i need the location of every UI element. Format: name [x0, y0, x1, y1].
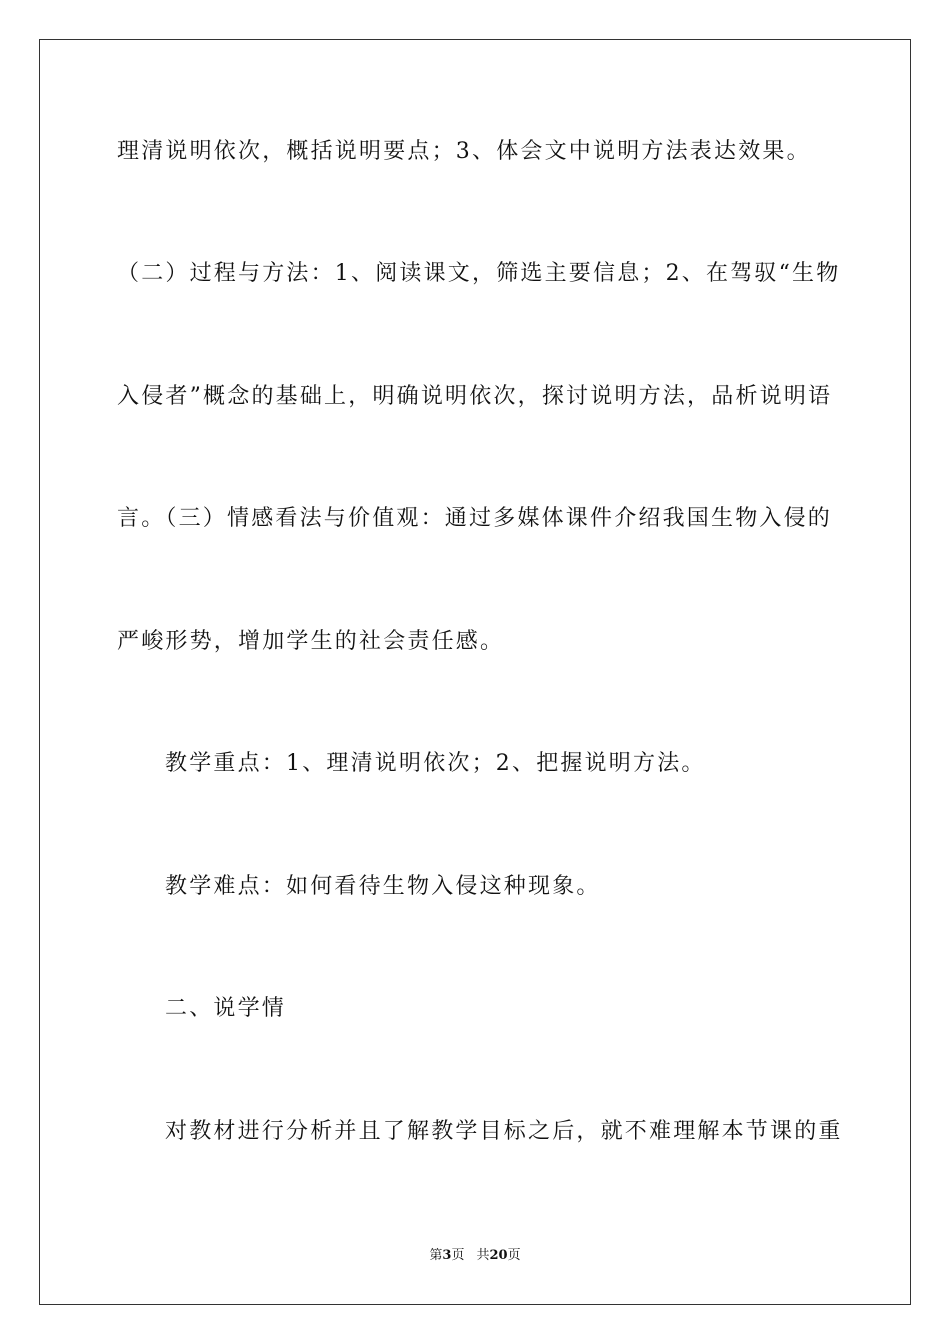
total-suffix: 页 — [507, 1248, 521, 1263]
body-line-1: 理清说明依次，概括说明要点；3、体会文中说明方法表达效果。 — [117, 139, 811, 164]
page-prefix: 第 — [429, 1248, 443, 1263]
body-line-4: 言。（三）情感看法与价值观：通过多媒体课件介绍我国生物入侵的 — [117, 506, 833, 531]
page-footer — [0, 1247, 950, 1265]
section-heading: 二、说学情 — [165, 996, 287, 1021]
teaching-key-points: 教学重点：1、理清说明依次；2、把握说明方法。 — [165, 751, 706, 776]
teaching-difficulty: 教学难点：如何看待生物入侵这种现象。 — [165, 874, 601, 899]
body-line-3: 入侵者”概念的基础上，明确说明依次，探讨说明方法，品析说明语 — [117, 384, 833, 409]
page-number: 3 — [442, 1248, 452, 1263]
total-pages: 20 — [489, 1248, 508, 1263]
body-line-2: （二）过程与方法：1、阅读课文，筛选主要信息；2、在驾驭“生物 — [117, 261, 841, 286]
page-border — [39, 39, 911, 1305]
total-prefix: 共 — [476, 1248, 490, 1263]
body-line-9: 对教材进行分析并且了解教学目标之后，就不难理解本节课的重 — [165, 1119, 843, 1144]
page-suffix: 页 — [451, 1248, 465, 1263]
body-line-5: 严峻形势，增加学生的社会责任感。 — [117, 629, 505, 654]
